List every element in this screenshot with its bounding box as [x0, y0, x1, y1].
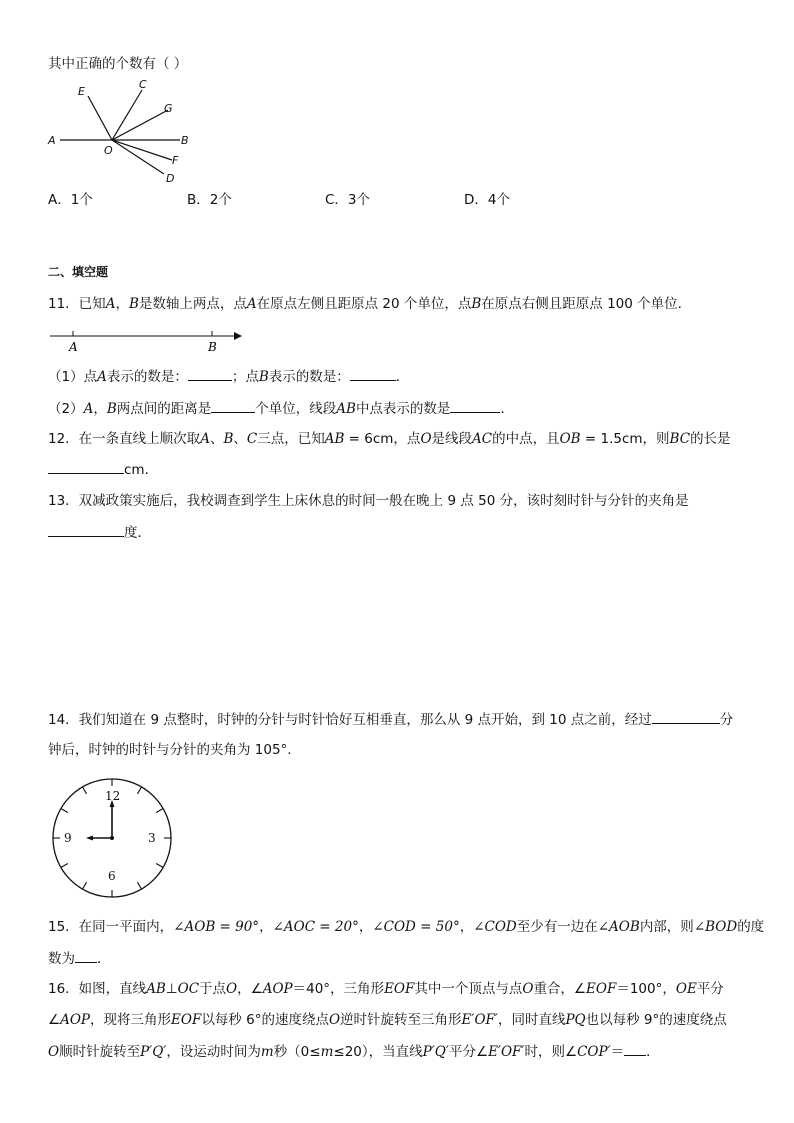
q11-stem: 11．已知A，B是数轴上两点，点A在原点左侧且距原点 20 个单位，点B在原点右侧且距原点 100 个单位．: [48, 296, 692, 312]
label-e: E: [78, 85, 85, 98]
clock-num-12: 12: [105, 789, 121, 803]
axis-label-b: B: [208, 340, 217, 354]
q16-blank[interactable]: [624, 1041, 646, 1056]
choice-d[interactable]: D．4个: [464, 192, 510, 208]
label-d: D: [166, 172, 175, 185]
choice-c[interactable]: C．3个: [325, 192, 371, 208]
clock-tick: [83, 882, 87, 889]
q11-sub1: （1）点A表示的数是： ；点B表示的数是： ．: [48, 366, 409, 387]
q11-number-line: [48, 326, 248, 354]
q15-line1: 15．在同一平面内，∠AOB = 90°，∠AOC = 20°，∠COD = 50°，∠COD至少有一边在∠AOB内部，则∠BOD的度: [48, 919, 765, 935]
clock-tick: [138, 787, 142, 794]
q14-line2: 钟后，时钟的时针与分针的夹角为 105°.: [48, 742, 292, 758]
label-a: A: [48, 134, 56, 147]
q16-line2: ∠AOP，现将三角形EOF以每秒 6°的速度绕点O逆时针旋转至三角形E′OF′，同时直线PQ也以每秒 9°的速度绕点: [48, 1012, 727, 1028]
q14-line1: 14．我们知道在 9 点整时，时钟的分针与时针恰好互相垂直，那么从 9 点开始，到 10 点之前，经过 分: [48, 709, 733, 730]
clock-num-3: 3: [148, 831, 156, 845]
q16-line1: 16．如图，直线AB⊥OC于点O，∠AOP＝40°，三角形EOF其中一个顶点与点O重合，∠EOF＝100°，OE平分: [48, 981, 724, 997]
q16-line3: O顺时针旋转至P′Q′，设运动时间为m秒（0≤m≤20），当直线P′Q′平分∠E′OF′时，则∠COP′＝ ．: [48, 1041, 660, 1062]
q11-sub2: （2）A，B两点间的距离是 个单位，线段AB中点表示的数是 ．: [48, 398, 514, 419]
label-g: G: [164, 102, 173, 115]
hour-hand-tip: [86, 836, 93, 841]
q11-blank-2[interactable]: [350, 366, 396, 381]
q13-line1: 13．双减政策实施后，我校调查到学生上床休息的时间一般在晚上 9 点 50 分，该时刻时针与分针的夹角是: [48, 493, 689, 509]
q14-clock: [50, 776, 176, 900]
label-f: F: [172, 154, 179, 167]
q10-stem: 其中正确的个数有（ ）: [48, 56, 188, 72]
clock-tick: [156, 864, 163, 868]
q11-blank-3[interactable]: [211, 398, 255, 413]
clock-tick: [83, 787, 87, 794]
q13-blank[interactable]: [48, 522, 124, 537]
q11-blank-1[interactable]: [188, 366, 232, 381]
clock-center: [110, 836, 114, 840]
q14-blank[interactable]: [652, 709, 720, 724]
q15-blank[interactable]: [75, 948, 97, 963]
clock-tick: [61, 809, 68, 813]
label-b: B: [181, 134, 189, 147]
q13-line2: 度．: [48, 522, 151, 543]
clock-tick: [61, 864, 68, 868]
q11-blank-4[interactable]: [450, 398, 500, 413]
clock-num-6: 6: [108, 869, 116, 883]
label-o: O: [104, 144, 113, 157]
q15-line2: 数为 ．: [48, 948, 111, 969]
axis-label-a: A: [69, 340, 78, 354]
q12-line2: cm．: [48, 459, 158, 480]
clock-tick: [138, 882, 142, 889]
clock-num-9: 9: [64, 831, 72, 845]
choice-a[interactable]: A．1个: [48, 192, 93, 208]
q12-stem: 12．在一条直线上顺次取A、B、C三点，已知AB = 6cm，点O是线段AC的中点，且OB = 1.5cm，则BC的长是: [48, 431, 731, 447]
section-title: 二、填空题: [48, 265, 109, 279]
clock-tick: [156, 809, 163, 813]
q12-blank[interactable]: [48, 459, 124, 474]
q10-ray-figure: [40, 74, 200, 186]
choice-b[interactable]: B．2个: [187, 192, 232, 208]
label-c: C: [139, 78, 147, 91]
